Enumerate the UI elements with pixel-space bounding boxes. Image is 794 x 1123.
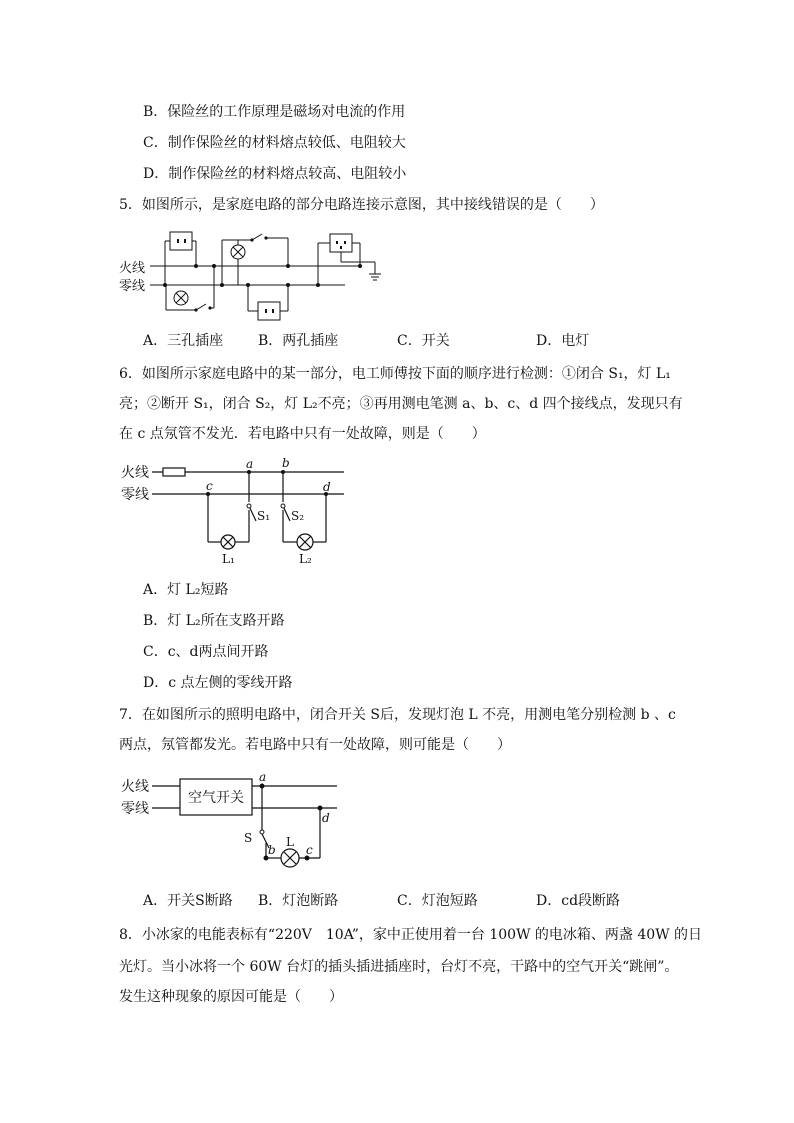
q6-point-d: d — [323, 480, 331, 494]
q5-neutral-label: 零线 — [119, 279, 146, 294]
q6-stem-line2: 亮；②断开 S₁，闭合 S₂，灯 L₂不亮；③再用测电笔测 a、b、c、d 四个接线点，发现只有 — [119, 396, 683, 412]
q6-point-b: b — [282, 456, 290, 470]
q5-option-c: C．开关 — [397, 333, 450, 349]
q6-option-d: D．c 点左侧的零线开路 — [143, 675, 293, 691]
q5-live-label: 火线 — [119, 261, 146, 276]
q7-point-d: d — [322, 811, 330, 825]
q7-lamp-label: L — [286, 835, 294, 849]
q7-neutral-label: 零线 — [121, 801, 149, 817]
q7-point-c: c — [306, 843, 313, 857]
q4-option-b: B．保险丝的工作原理是磁场对电流的作用 — [143, 104, 406, 120]
q6-stem-line1: 6．如图所示家庭电路中的某一部分，电工师傅按下面的顺序进行检测：①闭合 S₁，灯 L₁ — [119, 366, 671, 382]
q8-stem-line2: 光灯。当小冰将一个 60W 台灯的插头插进插座时，台灯不亮，干路中的空气开关“跳闸”。 — [119, 959, 679, 975]
q6-s2-label: S₂ — [291, 509, 305, 523]
q7-option-d: D．cd段断路 — [536, 893, 621, 909]
q8-stem-line3: 发生这种现象的原因可能是（ ） — [119, 989, 343, 1005]
q6-option-c: C．c、d两点间开路 — [143, 644, 269, 660]
q7-stem-line2: 两点，氖管都发光。若电路中只有一处故障，则可能是（ ） — [119, 737, 511, 753]
q6-point-c: c — [206, 479, 213, 493]
q6-l1-label: L₁ — [222, 552, 235, 566]
q6-neutral-label: 零线 — [121, 487, 149, 503]
q7-option-c: C．灯泡短路 — [397, 893, 478, 909]
q7-option-a: A．开关S断路 — [143, 893, 233, 909]
q5-option-a: A．三孔插座 — [143, 333, 224, 349]
q7-point-b: b — [268, 843, 276, 857]
q6-option-a: A．灯 L₂短路 — [143, 582, 229, 598]
q7-option-b: B．灯泡断路 — [258, 893, 339, 909]
q7-switch-label: S — [244, 831, 253, 845]
q6-stem-line3: 在 c 点氖管不发光．若电路中只有一处故障，则是（ ） — [119, 426, 486, 442]
q6-s1-label: S₁ — [257, 509, 271, 523]
q7-breaker-label: 空气开关 — [188, 790, 244, 806]
q4-option-d: D．制作保险丝的材料熔点较高、电阻较小 — [143, 166, 407, 182]
q6-point-a: a — [246, 457, 254, 471]
q5-option-b: B．两孔插座 — [258, 333, 339, 349]
q7-live-label: 火线 — [121, 779, 149, 795]
q7-point-a: a — [259, 770, 267, 784]
q6-live-label: 火线 — [121, 465, 149, 481]
q8-stem-line1: 8．小冰家的电能表标有“220V 10A”，家中正使用着一台 100W 的电冰箱、两盏 40W 的日 — [119, 927, 703, 943]
q5-stem: 5．如图所示，是家庭电路的部分电路连接示意图，其中接线错误的是（ ） — [119, 197, 604, 213]
q7-stem-line1: 7．在如图所示的照明电路中，闭合开关 S后，发现灯泡 L 不亮，用测电笔分别检测 b 、c — [119, 707, 676, 723]
q6-l2-label: L₂ — [299, 552, 312, 566]
q5-option-d: D．电灯 — [536, 333, 590, 349]
q4-option-c: C．制作保险丝的材料熔点较低、电阻较大 — [143, 135, 406, 151]
q6-option-b: B．灯 L₂所在支路开路 — [143, 613, 285, 629]
